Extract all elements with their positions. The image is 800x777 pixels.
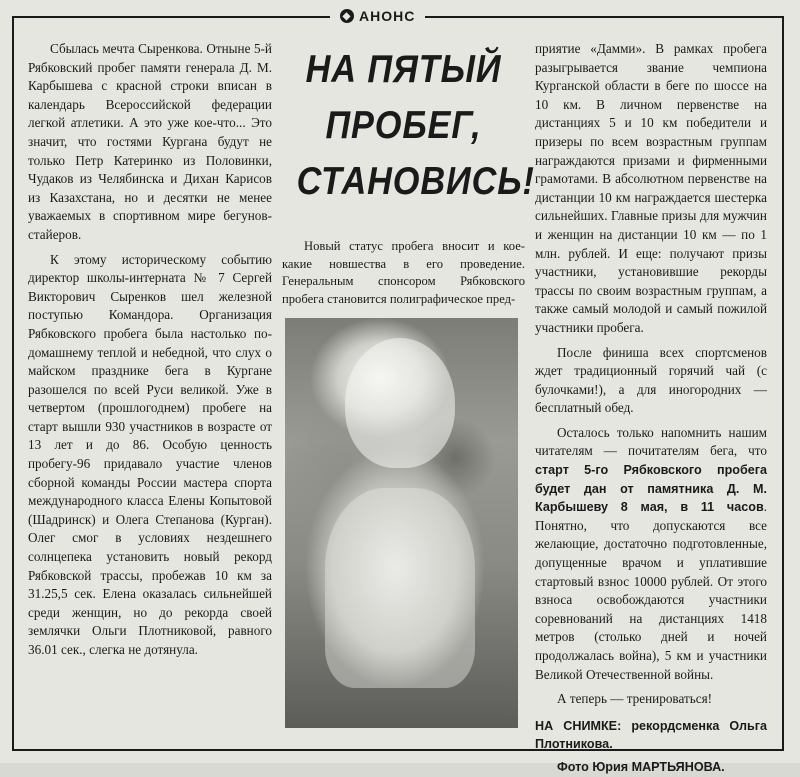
rubric-text: АНОНС: [359, 8, 416, 24]
photo-credit: Фото Юрия МАРТЬЯНОВА.: [557, 759, 725, 774]
column-right: [535, 40, 767, 777]
rubric-label: [330, 6, 425, 26]
photo-head-shape: [345, 338, 455, 468]
photo-caption: [535, 717, 767, 777]
paragraph: приятие «Дамми». В рамках пробега разыгрывается звание чемпиона Курганской области в беге по шоссе на 10 км. В личном первенстве на дистанциях 5 и 10 км победители и призеры по всем возрастным группам награждаются призами и фирменными грамотами. В абсолютном первенстве на дистанции 10 км награждается шестерка сильнейших. Главные призы для мужчин и женщин на дистанции 10 км — по 1 млн. рублей. И еще: получают призы участники, установившие рекорды трассы по своим возрастным группам, а также самый молодой и самый пожилой участники пробега.: [535, 41, 767, 335]
caption-label: НА СНИМКЕ:: [535, 718, 622, 733]
photo-body-shape: [325, 488, 475, 688]
paragraph: К этому историческому событию директор школы-интерната № 7 Сергей Викторович Сыренков шел железной поступью Командора. Организация Рябковского пробега была настолько по-домашнему теплой и небедной, что слух о майском празднике бега в Кургане разошелся по всей Руси великой. Уже в четвертом (прошлогоднем) пробеге на старт вышли 930 участников в возрасте от 13 лет и до 86. Особую ценность пробегу-96 придавало участие членов сборной команды России мастера спорта международного класса Елены Копытовой (Шадринск) и Олега Степанова (Курган). Олег смог в условиях нездешнего солнцепека установить новый рекорд Рябковской трассы, пробежав 10 км за 31.25,5 сек. Елена оказалась сильнейшей среди женщин, но до рекорда своей землячки Ольги Плотниковой, равного 36.01 сек., слегка не дотянула.: [28, 251, 272, 657]
headline-line: ПРОБЕГ,: [325, 104, 482, 147]
headline-line: НА ПЯТЫЙ: [305, 48, 502, 91]
bullet-icon: ◆: [340, 9, 354, 23]
column-middle: [282, 40, 535, 308]
paragraph: Сбылась мечта Сыренкова. Отныне 5-й Рябковский пробег памяти генерала Д. М. Карбышева с красной строки вписан в календарь Всероссийской федерации легкой атлетики. А это уже кое-что... Это значит, что гостями Кургана будут не только Петр Катеринко из Половинки, Чудаков из Челябинска и Дихан Карисов из Казахстана, но и десятки не менее уважаемых в спортивном мире бегунов-стайеров.: [28, 41, 272, 242]
caption-line: [535, 717, 767, 754]
caption-text: рекордсменка Ольга Плотникова.: [535, 718, 768, 752]
text-run: Осталось только напомнить нашим читателям — почитателям бега, что: [535, 424, 767, 459]
text-run-bold: старт 5-го Рябковского пробега будет дан от памятника Д. М. Карбышеву 8 мая, в 11 часов: [535, 463, 767, 515]
column-left: [28, 40, 272, 660]
lead-paragraph: Новый статус пробега вносит и кое-какие новшества в его проведение. Генеральным спонсором Рябковского пробега становится полиграфическое пред-: [282, 239, 525, 306]
paragraph: [535, 424, 767, 684]
photo-runner: [285, 318, 518, 728]
headline: [296, 42, 535, 210]
paragraph: После финиша всех спортсменов ждет традиционный горячий чай (с булочками!), а для иногородних — бесплатный обед.: [535, 344, 767, 416]
headline-line: СТАНОВИСЬ!: [296, 160, 535, 203]
photo-credit-line: [535, 758, 767, 777]
paragraph: А теперь — тренироваться!: [557, 691, 713, 707]
text-run: . Понятно, что допускаются все желающие, достаточно подготовленные, допущенные врачом и уплатившие стартовый взнос 10000 рублей. От этого взноса освобождаются участники соревнований на дистанциях 1418 метров (столько дней и ночей продолжалась война), 5 км и участники Великой Отечественной войны.: [535, 499, 767, 682]
